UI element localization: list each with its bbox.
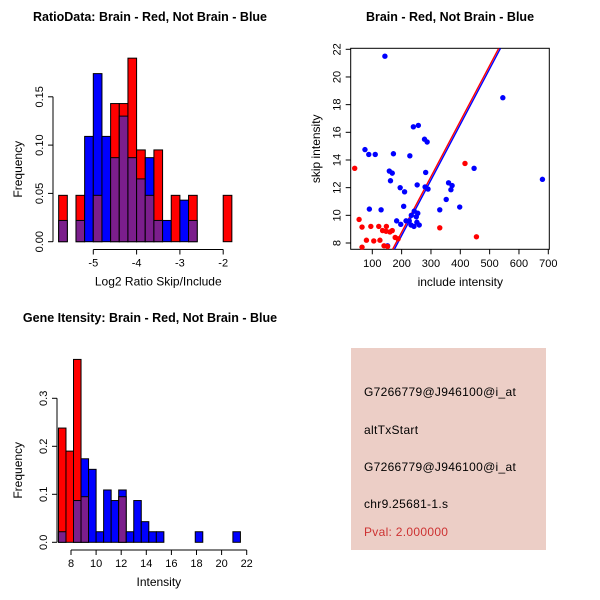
scatter-y-tick-label: 20 <box>331 70 344 84</box>
scatter-point-not-brain <box>414 182 419 187</box>
histogram-bar-overlap <box>74 501 82 543</box>
scatter-point-not-brain <box>444 197 449 202</box>
scatter-point-not-brain <box>394 218 399 223</box>
scatter-point-not-brain <box>401 204 406 209</box>
scatter-x-tick-label: 500 <box>480 257 499 270</box>
histogram-bar <box>171 195 180 241</box>
histogram-bar-overlap <box>189 220 198 241</box>
scatter-point-not-brain <box>411 124 416 129</box>
gene_hist-x-tick-label: 14 <box>140 558 153 570</box>
scatter-point-not-brain <box>367 206 372 211</box>
scatter-point-brain <box>385 244 390 249</box>
scatter-point-not-brain <box>416 123 421 128</box>
scatter-y-tick-label: 18 <box>331 98 344 111</box>
histogram-bar <box>89 469 97 542</box>
ratio_hist-y-axis-label: Frequency <box>11 140 25 198</box>
scatter-point-brain <box>368 224 373 229</box>
gene_hist-y-tick-label: 0.2 <box>38 438 50 454</box>
histogram-bar <box>126 532 134 543</box>
histogram-bar <box>85 136 94 241</box>
gene_hist-x-tick-label: 12 <box>115 558 128 570</box>
scatter-point-not-brain <box>391 151 396 156</box>
scatter-point-not-brain <box>437 207 442 212</box>
histogram-bar <box>149 532 157 543</box>
histogram-bar-overlap <box>137 179 146 242</box>
scatter-point-not-brain <box>500 95 505 100</box>
scatter-point-not-brain <box>448 187 453 192</box>
scatter-y-tick-label: 12 <box>331 181 344 194</box>
scatter-point-brain <box>462 161 467 166</box>
scatter-point-brain <box>395 236 400 241</box>
scatter-y-tick-label: 16 <box>331 126 344 139</box>
histogram-bar <box>102 136 111 241</box>
gene_hist-panel <box>11 311 277 589</box>
histogram-bar <box>111 501 119 543</box>
scatter-point-brain <box>384 224 389 229</box>
scatter-y-tick-label: 22 <box>331 43 344 56</box>
histogram-bar <box>141 522 149 543</box>
scatter-point-not-brain <box>407 153 412 158</box>
ratio_hist-y-tick-label: 0.05 <box>34 182 46 205</box>
scatter-point-not-brain <box>402 189 407 194</box>
histogram-bar <box>96 532 104 543</box>
event-type-line: altTxStart <box>364 423 419 437</box>
ratio_hist-panel <box>11 10 267 289</box>
scatter-point-not-brain <box>415 211 420 216</box>
scatter-point-not-brain <box>471 166 476 171</box>
scatter-point-brain <box>359 224 364 229</box>
scatter-point-brain <box>474 234 479 239</box>
scatter-point-not-brain <box>424 139 429 144</box>
histogram-bar <box>223 195 232 241</box>
scatter-point-not-brain <box>388 178 393 183</box>
pval-line: Pval: 2.000000 <box>364 525 449 539</box>
scatter-x-tick-label: 400 <box>451 257 470 270</box>
scatter-point-not-brain <box>417 222 422 227</box>
probe-info-panel <box>351 348 546 550</box>
ratio_hist-title: RatioData: Brain - Red, Not Brain - Blue <box>32 10 268 24</box>
histogram-bar <box>233 532 241 543</box>
scatter-point-brain <box>359 244 364 249</box>
histogram-bar-overlap <box>119 497 127 543</box>
scatter-x-tick-label: 200 <box>392 257 411 270</box>
scatter-point-not-brain <box>397 185 402 190</box>
scatter-y-tick-label: 14 <box>331 153 344 167</box>
gene_hist-x-tick-label: 16 <box>165 558 178 570</box>
scatter-x-tick-label: 600 <box>509 257 529 270</box>
ratio_hist-y-tick-label: 0.00 <box>34 230 46 253</box>
gene_hist-y-tick-label: 0.0 <box>38 534 50 550</box>
histogram-bar-overlap <box>145 195 154 241</box>
scatter-point-not-brain <box>408 222 413 227</box>
scatter-point-brain <box>364 238 369 243</box>
scatter-point-not-brain <box>457 204 462 209</box>
ratio_hist-x-tick-label: -5 <box>88 257 99 270</box>
scatter-point-brain <box>371 238 376 243</box>
gene_hist-x-tick-label: 22 <box>240 558 253 570</box>
scatter-title: Brain - Red, Not Brain - Blue <box>365 10 535 24</box>
scatter-point-brain <box>352 166 357 171</box>
scatter-point-not-brain <box>390 170 395 175</box>
scatter-point-not-brain <box>378 207 383 212</box>
scatter-panel <box>309 10 557 289</box>
scatter-point-not-brain <box>425 186 430 191</box>
histogram-bar <box>180 200 189 242</box>
histogram-bar <box>163 220 172 241</box>
gene_hist-y-tick-label: 0.3 <box>38 390 50 406</box>
probe-id-line-2: G7266779@J946100@i_at <box>364 460 517 474</box>
scatter-point-brain <box>356 217 361 222</box>
chromosome-line: chr9.25681-1.s <box>364 497 449 511</box>
scatter-y-tick-label: 8 <box>331 239 344 247</box>
ratio_hist-x-tick-label: -4 <box>131 257 142 270</box>
scatter-point-not-brain <box>398 222 403 227</box>
gene_hist-y-tick-label: 0.1 <box>38 486 50 502</box>
scatter-point-brain <box>437 225 442 230</box>
scatter-plot-box <box>351 48 550 249</box>
scatter-point-not-brain <box>382 54 387 59</box>
scatter-point-brain <box>376 224 381 229</box>
ratio_hist-x-tick-label: -3 <box>175 257 185 270</box>
scatter-x-tick-label: 100 <box>363 257 382 270</box>
scatter-point-not-brain <box>362 147 367 152</box>
histogram-bar <box>195 532 203 543</box>
histogram-bar-overlap <box>154 220 163 241</box>
scatter-point-not-brain <box>423 170 428 175</box>
histogram-bar <box>58 428 66 542</box>
gene_hist-x-tick-label: 10 <box>89 558 103 570</box>
ratio_hist-x-axis-label: Log2 Ratio Skip/Include <box>94 274 222 289</box>
ratio_hist-y-tick-label: 0.10 <box>34 134 46 156</box>
ratio_hist-x-tick-label: -2 <box>218 257 229 270</box>
scatter-point-brain <box>390 228 395 233</box>
histogram-bar-overlap <box>58 532 66 543</box>
gene_hist-x-tick-label: 18 <box>190 558 203 570</box>
histogram-bar <box>134 501 142 543</box>
scatter-point-not-brain <box>366 152 371 157</box>
histogram-bar-overlap <box>111 158 120 242</box>
histogram-bar-overlap <box>119 116 128 242</box>
probe-id-line: G7266779@J946100@i_at <box>364 385 517 399</box>
gene_hist-y-axis-label: Frequency <box>11 441 25 499</box>
scatter-point-not-brain <box>540 177 545 182</box>
scatter-x-tick-label: 700 <box>539 257 558 270</box>
ratio_hist-y-tick-label: 0.15 <box>34 86 46 108</box>
histogram-bar-overlap <box>81 497 89 543</box>
histogram-bar-overlap <box>76 220 85 241</box>
scatter-y-axis-label: skip intensity <box>309 114 323 184</box>
gene_hist-title: Gene Itensity: Brain - Red, Not Brain - Blue <box>22 311 278 325</box>
histogram-bar <box>66 451 74 542</box>
histogram-bar <box>156 532 164 543</box>
histogram-bar <box>104 490 112 542</box>
gene_hist-x-tick-label: 8 <box>67 558 75 570</box>
scatter-point-not-brain <box>373 152 378 157</box>
scatter-x-tick-label: 300 <box>421 257 441 270</box>
gene_hist-x-tick-label: 20 <box>215 558 228 570</box>
gene_hist-x-axis-label: Intensity <box>136 575 182 589</box>
scatter-point-brain <box>377 238 382 243</box>
histogram-bar-overlap <box>128 158 137 242</box>
histogram-bar-overlap <box>93 195 102 241</box>
scatter-y-tick-label: 10 <box>331 209 344 222</box>
histogram-bar-overlap <box>59 220 68 241</box>
scatter-x-axis-label: include intensity <box>417 274 503 289</box>
